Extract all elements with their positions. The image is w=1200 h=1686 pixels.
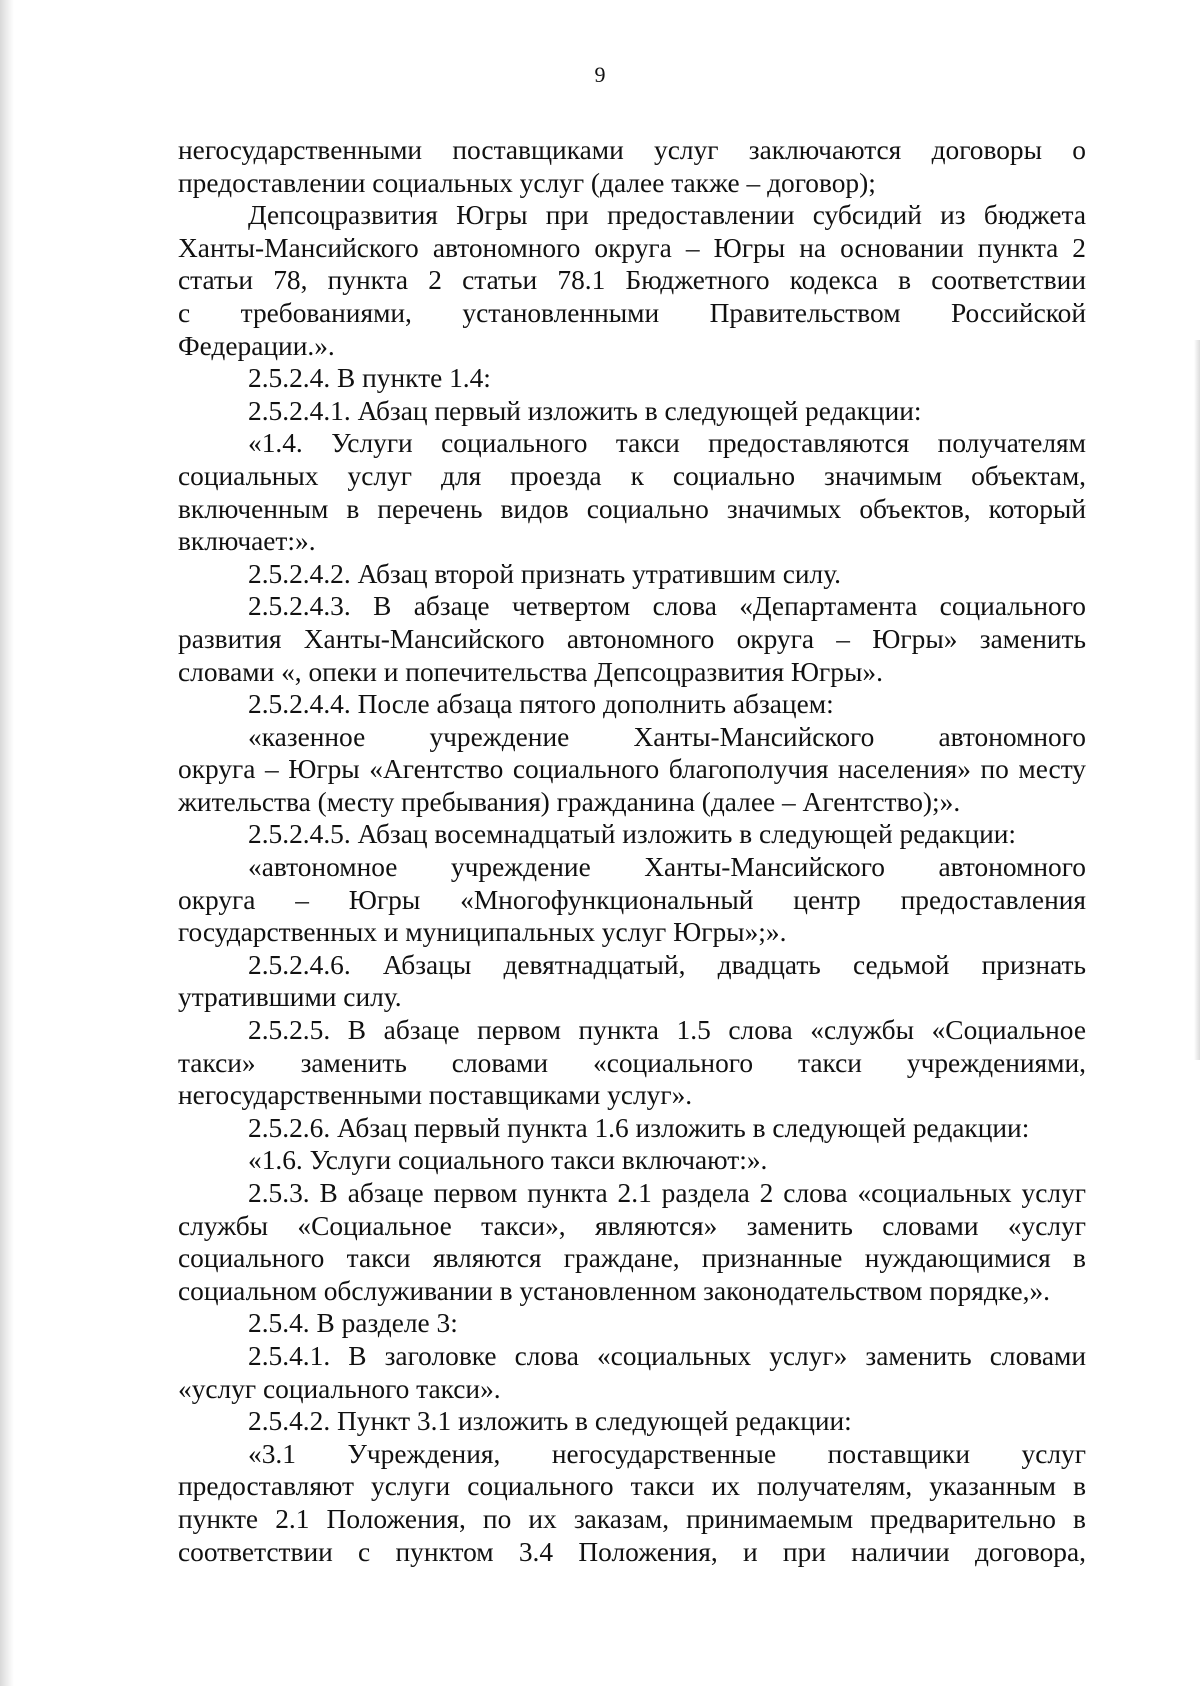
text-line: соответствии с пунктом 3.4 Положения, и при наличии договора, bbox=[178, 1536, 1086, 1567]
text-line: словами «, опеки и попечительства Депсоцразвития Югры». bbox=[178, 656, 883, 687]
text-line: Ханты-Мансийского автономного округа – Югры на основании пункта 2 bbox=[178, 232, 1086, 263]
text-line: предоставлении социальных услуг (далее также – договор); bbox=[178, 167, 876, 198]
text-line: 2.5.2.4. В пункте 1.4: bbox=[248, 363, 491, 394]
text-line: включает:». bbox=[178, 526, 316, 557]
text-line: негосударственными поставщиками услуг». bbox=[178, 1080, 693, 1111]
text-line: социальных услуг для проезда к социально значимым объектам, bbox=[178, 460, 1086, 491]
text-line: 2.5.2.4.6. Абзацы девятнадцатый, двадцать седьмой признать bbox=[248, 949, 1086, 980]
text-line: предоставляют услуги социального такси их получателям, указанным в bbox=[178, 1471, 1086, 1502]
text-line: 2.5.4.1. В заголовке слова «социальных услуг» заменить словами bbox=[248, 1340, 1086, 1371]
text-line: государственных и муниципальных услуг Югры»;». bbox=[178, 917, 787, 948]
text-line: 2.5.2.6. Абзац первый пункта 1.6 изложить в следующей редакции: bbox=[248, 1112, 1030, 1143]
text-line: статьи 78, пункта 2 статьи 78.1 Бюджетного кодекса в соответствии bbox=[178, 265, 1086, 296]
text-line: социальном обслуживании в установленном законодательством порядке,». bbox=[178, 1275, 1050, 1306]
text-line: «услуг социального такси». bbox=[178, 1373, 501, 1404]
text-line: 2.5.2.4.3. В абзаце четвертом слова «Департамента социального bbox=[248, 591, 1086, 622]
text-line: Депсоцразвития Югры при предоставлении субсидий из бюджета bbox=[248, 200, 1086, 231]
page-number: 9 bbox=[594, 62, 606, 87]
scan-edge-shadow-left bbox=[0, 0, 14, 1686]
text-line: с требованиями, установленными Правительством Российской bbox=[178, 297, 1086, 328]
text-line: 2.5.2.4.5. Абзац восемнадцатый изложить в следующей редакции: bbox=[248, 819, 1016, 850]
text-line: 2.5.2.4.2. Абзац второй признать утратившим силу. bbox=[248, 558, 841, 589]
text-line: пункте 2.1 Положения, по их заказам, принимаемым предварительно в bbox=[178, 1503, 1086, 1534]
document-body bbox=[178, 134, 1086, 1568]
text-line: «казенное учреждение Ханты-Мансийского автономного bbox=[248, 721, 1086, 752]
text-line: округа – Югры «Многофункциональный центр предоставления bbox=[178, 884, 1086, 915]
text-line: негосударственными поставщиками услуг заключаются договоры о bbox=[178, 135, 1086, 165]
text-line: 2.5.2.4.4. После абзаца пятого дополнить абзацем: bbox=[248, 689, 834, 720]
text-line: утратившими силу. bbox=[178, 982, 402, 1013]
text-line: 2.5.2.5. В абзаце первом пункта 1.5 слова «службы «Социальное bbox=[248, 1015, 1086, 1046]
text-line: службы «Социальное такси», являются» заменить словами «услуг bbox=[178, 1210, 1086, 1241]
text-line: 2.5.4. В разделе 3: bbox=[248, 1308, 458, 1339]
text-line: «1.6. Услуги социального такси включают:». bbox=[248, 1145, 768, 1176]
text-line: 2.5.4.2. Пункт 3.1 изложить в следующей редакции: bbox=[248, 1406, 852, 1437]
text-line: «автономное учреждение Ханты-Мансийского автономного bbox=[248, 852, 1086, 883]
text-line: включенным в перечень видов социально значимых объектов, который bbox=[178, 493, 1086, 524]
text-line: «1.4. Услуги социального такси предоставляются получателям bbox=[248, 428, 1086, 459]
text-line: 2.5.2.4.1. Абзац первый изложить в следующей редакции: bbox=[248, 395, 922, 426]
text-line: «3.1 Учреждения, негосударственные поставщики услуг bbox=[248, 1438, 1086, 1469]
text-line: развития Ханты-Мансийского автономного округа – Югры» заменить bbox=[178, 623, 1086, 654]
text-line: социального такси являются граждане, признанные нуждающимися в bbox=[178, 1243, 1086, 1274]
text-line: такси» заменить словами «социального такси учреждениями, bbox=[178, 1047, 1086, 1078]
text-line: 2.5.3. В абзаце первом пункта 2.1 раздела 2 слова «социальных услуг bbox=[248, 1178, 1086, 1208]
text-line: жительства (месту пребывания) гражданина (далее – Агентство);». bbox=[178, 786, 961, 817]
text-line: округа – Югры «Агентство социального благополучия населения» по месту bbox=[178, 754, 1086, 785]
text-line: Федерации.». bbox=[178, 330, 335, 361]
scan-edge-shadow-right bbox=[1194, 340, 1200, 1060]
